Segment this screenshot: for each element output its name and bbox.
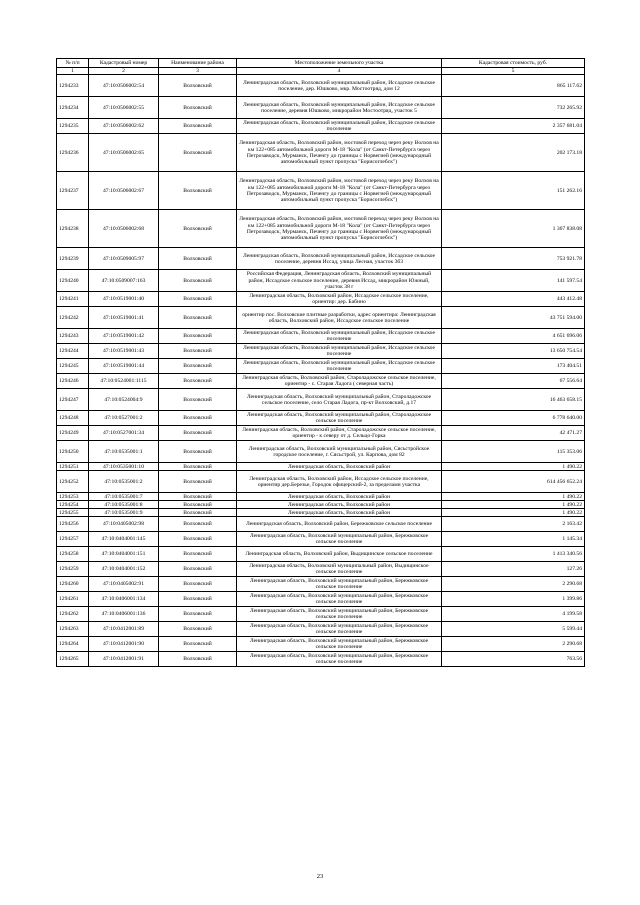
cadastral-number: 47:10:0506002:65 xyxy=(89,134,159,172)
table-row xyxy=(57,210,585,248)
cadastral-value: 753 921.78 xyxy=(442,248,585,270)
row-number: 1294265 xyxy=(57,652,89,667)
header-location: Местоположение земельного участка xyxy=(237,59,442,68)
cadastral-number: 47:10:0527001:34 xyxy=(89,426,159,441)
table-row xyxy=(57,270,585,292)
row-number: 1294247 xyxy=(57,389,89,411)
row-number: 1294248 xyxy=(57,411,89,426)
cadastral-value: 13 650 754.54 xyxy=(442,344,585,359)
location: Ленинградская область, Волховский район xyxy=(237,501,442,509)
district-name: Волховский xyxy=(159,532,237,547)
location: Ленинградская область, Волховский район, Иссадское сельское поселение, ориентир дер.Березье, Городок офицерский-2, за пределами участка xyxy=(237,471,442,493)
row-number: 1294259 xyxy=(57,562,89,577)
cadastral-value: 1 399.86 xyxy=(442,592,585,607)
district-name: Волховский xyxy=(159,411,237,426)
cadastral-value: 614 456 652.24 xyxy=(442,471,585,493)
row-number: 1294249 xyxy=(57,426,89,441)
col-number: 2 xyxy=(89,68,159,75)
row-number: 1294240 xyxy=(57,270,89,292)
cadastral-number: 47:10:0405002:98 xyxy=(89,517,159,532)
cadastral-number: 47:10:0519001:40 xyxy=(89,292,159,307)
row-number: 1294245 xyxy=(57,359,89,374)
district-name: Волховский xyxy=(159,389,237,411)
location: Ленинградская область, Волховский муниципальный район, Сясьстройское городское поселение, г. Сясьстрой, ул. Карпова, дом 82 xyxy=(237,441,442,463)
table-row xyxy=(57,411,585,426)
district-name: Волховский xyxy=(159,119,237,134)
row-number: 1294235 xyxy=(57,119,89,134)
district-name: Волховский xyxy=(159,501,237,509)
table-row xyxy=(57,441,585,463)
page-number: 23 xyxy=(316,873,324,880)
cadastral-value: 865 117.62 xyxy=(442,75,585,97)
table-row xyxy=(57,509,585,517)
row-number: 1294256 xyxy=(57,517,89,532)
district-name: Волховский xyxy=(159,75,237,97)
cadastral-value: 151 262.16 xyxy=(442,172,585,210)
row-number: 1294236 xyxy=(57,134,89,172)
table-row xyxy=(57,292,585,307)
col-number: 3 xyxy=(159,68,237,75)
table-row xyxy=(57,577,585,592)
location: Ленинградская область, Волховский район, Староладожское сельское поселение, ориентир - с. Старая Ладога ( северная часть) xyxy=(237,374,442,389)
location: Ленинградская область, Волховский муниципальный район, Бережковское сельское поселение xyxy=(237,577,442,592)
cadastral-value: 1 145.34 xyxy=(442,532,585,547)
cadastral-number: 47:10:0412001:89 xyxy=(89,622,159,637)
row-number: 1294255 xyxy=(57,509,89,517)
cadastral-value: 67 556.64 xyxy=(442,374,585,389)
cadastral-number: 47:10:0519001:41 xyxy=(89,307,159,329)
district-name: Волховский xyxy=(159,359,237,374)
table-row xyxy=(57,547,585,562)
row-number: 1294254 xyxy=(57,501,89,509)
table-row xyxy=(57,359,585,374)
table-row xyxy=(57,562,585,577)
row-number: 1294258 xyxy=(57,547,89,562)
row-number: 1294262 xyxy=(57,607,89,622)
cadastral-number: 47:10:0535001:2 xyxy=(89,471,159,493)
cadastral-number: 47:10:0535001:7 xyxy=(89,493,159,501)
table-row xyxy=(57,607,585,622)
cadastral-number: 47:10:0404001:145 xyxy=(89,532,159,547)
district-name: Волховский xyxy=(159,493,237,501)
district-name: Волховский xyxy=(159,637,237,652)
district-name: Волховский xyxy=(159,463,237,471)
cadastral-number: 47:10:0506002:67 xyxy=(89,172,159,210)
cadastral-value: 173 404.51 xyxy=(442,359,585,374)
district-name: Волховский xyxy=(159,471,237,493)
cadastral-value: 6 778 640.00 xyxy=(442,411,585,426)
cadastral-value: 1 490.22 xyxy=(442,463,585,471)
cadastral-table xyxy=(56,58,585,667)
cadastral-number: 47:10:0412001:90 xyxy=(89,637,159,652)
cadastral-value: 43 751 594.00 xyxy=(442,307,585,329)
table-row xyxy=(57,75,585,97)
row-number: 1294233 xyxy=(57,75,89,97)
cadastral-number: 47:10:0519001:44 xyxy=(89,359,159,374)
location: Ленинградская область, Волховский муниципальный район, Бережковское сельское поселение xyxy=(237,622,442,637)
cadastral-value: 42 471.27 xyxy=(442,426,585,441)
table-row xyxy=(57,493,585,501)
cadastral-value: 4 199.58 xyxy=(442,607,585,622)
district-name: Волховский xyxy=(159,517,237,532)
row-number: 1294244 xyxy=(57,344,89,359)
district-name: Волховский xyxy=(159,270,237,292)
cadastral-value: 2 290.68 xyxy=(442,637,585,652)
cadastral-value: 2 290.68 xyxy=(442,577,585,592)
cadastral-value: 1 490.22 xyxy=(442,493,585,501)
cadastral-value: 202 173.18 xyxy=(442,134,585,172)
table-body xyxy=(57,75,585,667)
district-name: Волховский xyxy=(159,307,237,329)
header-row xyxy=(57,59,585,68)
cadastral-number: 47:10:0412001:91 xyxy=(89,652,159,667)
location: Ленинградская область, Волховский район, Бережковское сельское поселение xyxy=(237,517,442,532)
location: ориентир пос. Волховские плитные разработки, адрес ориентира: Ленинградская область, Волховский район, Иссадское сельское поселение xyxy=(237,307,442,329)
col-number: 4 xyxy=(237,68,442,75)
header-cadastral-number: Кадастровый номер xyxy=(89,59,159,68)
row-number: 1294234 xyxy=(57,97,89,119)
cadastral-number: 47:10:0506002:62 xyxy=(89,119,159,134)
cadastral-number: 47:10:0506002:55 xyxy=(89,97,159,119)
cadastral-value: 4 651 696.06 xyxy=(442,329,585,344)
location: Ленинградская область, Волховский район, Староладожское сельское поселение, ориентир - к северу от д. Сельцо-Горка xyxy=(237,426,442,441)
row-number: 1294257 xyxy=(57,532,89,547)
district-name: Волховский xyxy=(159,374,237,389)
row-number: 1294239 xyxy=(57,248,89,270)
cadastral-value: 1 413 340.56 xyxy=(442,547,585,562)
cadastral-value: 443 412.48 xyxy=(442,292,585,307)
cadastral-number: 47:10:0524004:9 xyxy=(89,389,159,411)
table-row xyxy=(57,389,585,411)
cadastral-number: 47:10:0509005:97 xyxy=(89,248,159,270)
location: Ленинградская область, Волховский муниципальный район, Выдищинское сельское поселение xyxy=(237,562,442,577)
cadastral-value: 732 265.92 xyxy=(442,97,585,119)
cadastral-number: 47:10:0506002:68 xyxy=(89,210,159,248)
location: Ленинградская область, Волховский муниципальный район, Иссадское сельское поселение xyxy=(237,359,442,374)
table-row xyxy=(57,637,585,652)
cadastral-number: 47:10:0527001:2 xyxy=(89,411,159,426)
row-number: 1294252 xyxy=(57,471,89,493)
location: Российская Федерация, Ленинградская область, Волховский муниципальный район, Иссадское сельское поселение, деревня Иссад, микрорайон Южный, участок 38 г xyxy=(237,270,442,292)
row-number: 1294242 xyxy=(57,307,89,329)
location: Ленинградская область, Волховский муниципальный район, Бережковское сельское поселение xyxy=(237,607,442,622)
cadastral-number: 47:10:0535001:8 xyxy=(89,501,159,509)
header-district: Наименование района xyxy=(159,59,237,68)
row-number: 1294261 xyxy=(57,592,89,607)
cadastral-number: 47:10:0506002:54 xyxy=(89,75,159,97)
row-number: 1294250 xyxy=(57,441,89,463)
location: Ленинградская область, Волховский район xyxy=(237,509,442,517)
document-page xyxy=(56,58,584,667)
location: Ленинградская область, Волховский муниципальный район, Иссадское сельское поселение xyxy=(237,119,442,134)
row-number: 1294241 xyxy=(57,292,89,307)
cadastral-value: 141 597.54 xyxy=(442,270,585,292)
district-name: Волховский xyxy=(159,426,237,441)
column-number-row xyxy=(57,68,585,75)
location: Ленинградская область, Волховский муниципальный район, Бережковское сельское поселение xyxy=(237,637,442,652)
cadastral-value: 1 490.22 xyxy=(442,501,585,509)
location: Ленинградская область, Волховский район, Иссадское сельское поселение, ориентир: дер. Бабино xyxy=(237,292,442,307)
table-row xyxy=(57,592,585,607)
cadastral-number: 47:10:0404001:152 xyxy=(89,562,159,577)
table-row xyxy=(57,307,585,329)
cadastral-value: 1 367 838.08 xyxy=(442,210,585,248)
district-name: Волховский xyxy=(159,622,237,637)
table-row xyxy=(57,134,585,172)
location: Ленинградская область, Волховский район, мостовой переход через реку Волхов на км 122+085 автомобильной дороги М-18 "Кола" (от Санкт-Петербурга через Петрозаводск, Мурманск, Печенгу до границы с Норвегией (международный автомобильный пункт пропуска "Борисоглебск") xyxy=(237,134,442,172)
cadastral-value: 115 353.06 xyxy=(442,441,585,463)
cadastral-number: 47:10:0519001:42 xyxy=(89,329,159,344)
table-row xyxy=(57,119,585,134)
cadastral-number: 47:10:0406001:136 xyxy=(89,607,159,622)
location: Ленинградская область, Волховский муниципальный район, Иссадское сельское поселение xyxy=(237,329,442,344)
location: Ленинградская область, Волховский муниципальный район, Бережковское сельское поселение xyxy=(237,652,442,667)
cadastral-value: 16 463 658.15 xyxy=(442,389,585,411)
table-row xyxy=(57,501,585,509)
district-name: Волховский xyxy=(159,344,237,359)
district-name: Волховский xyxy=(159,562,237,577)
row-number: 1294260 xyxy=(57,577,89,592)
district-name: Волховский xyxy=(159,652,237,667)
location: Ленинградская область, Волховский муниципальный район, Иссадское сельское поселение, деревня Юшково, микрорайон Мостоотряд, участок 5 xyxy=(237,97,442,119)
cadastral-number: 47:10:0406001:134 xyxy=(89,592,159,607)
cadastral-number: 47:10:0405002:91 xyxy=(89,577,159,592)
location: Ленинградская область, Волховский муниципальный район, Иссадское сельское поселение xyxy=(237,344,442,359)
district-name: Волховский xyxy=(159,547,237,562)
location: Ленинградская область, Волховский район, Выдищинское сельское поселение xyxy=(237,547,442,562)
table-row xyxy=(57,172,585,210)
location: Ленинградская область, Волховский район xyxy=(237,463,442,471)
cadastral-number: 47:10:0509007:163 xyxy=(89,270,159,292)
cadastral-value: 1 490.22 xyxy=(442,509,585,517)
cadastral-number: 47:10:0404001:151 xyxy=(89,547,159,562)
row-number: 1294238 xyxy=(57,210,89,248)
cadastral-value: 763.56 xyxy=(442,652,585,667)
location: Ленинградская область, Волховский муниципальный район, Иссадское сельское поселение, дер. Юшково, мкр. Мостоотряд, дом 12 xyxy=(237,75,442,97)
table-row xyxy=(57,374,585,389)
row-number: 1294237 xyxy=(57,172,89,210)
row-number: 1294264 xyxy=(57,637,89,652)
table-row xyxy=(57,517,585,532)
table-row xyxy=(57,652,585,667)
table-row xyxy=(57,97,585,119)
cadastral-number: 47:10:0519001:43 xyxy=(89,344,159,359)
location: Ленинградская область, Волховский муниципальный район, Староладожское сельское поселение xyxy=(237,411,442,426)
district-name: Волховский xyxy=(159,329,237,344)
cadastral-value: 5 599.44 xyxy=(442,622,585,637)
district-name: Волховский xyxy=(159,172,237,210)
table-row xyxy=(57,426,585,441)
table-row xyxy=(57,463,585,471)
location: Ленинградская область, Волховский район, мостовой переход через реку Волхов на км 122+085 автомобильной дороги М-18 "Кола" (от Санкт-Петербурга через Петрозаводск, Мурманск, Печенгу до границы с Норвегией (международный автомобильный пункт пропуска "Борисоглебск") xyxy=(237,172,442,210)
location: Ленинградская область, Волховский район, мостовой переход через реку Волхов на км 122+085 автомобильной дороги М-18 "Кола" (от Санкт-Петербурга через Петрозаводск, Мурманск, Печенгу до границы с Норвегией (международный автомобильный пункт пропуска "Борисоглебск") xyxy=(237,210,442,248)
row-number: 1294253 xyxy=(57,493,89,501)
col-number: 1 xyxy=(57,68,89,75)
district-name: Волховский xyxy=(159,248,237,270)
cadastral-number: 47:10:0535001:10 xyxy=(89,463,159,471)
header-value: Кадастровая стоимость, руб. xyxy=(442,59,585,68)
location: Ленинградская область, Волховский район xyxy=(237,493,442,501)
header-no: № п/п xyxy=(57,59,89,68)
table-row xyxy=(57,344,585,359)
table-row xyxy=(57,471,585,493)
location: Ленинградская область, Волховский муниципальный район, Староладожское сельское поселение, село Старая Ладога, пр-кт Волховский, д.17 xyxy=(237,389,442,411)
cadastral-number: 47:10:0535001:1 xyxy=(89,441,159,463)
table-row xyxy=(57,532,585,547)
district-name: Волховский xyxy=(159,97,237,119)
table-row xyxy=(57,248,585,270)
district-name: Волховский xyxy=(159,509,237,517)
row-number: 1294263 xyxy=(57,622,89,637)
cadastral-value: 2 163.42 xyxy=(442,517,585,532)
table-row xyxy=(57,329,585,344)
district-name: Волховский xyxy=(159,441,237,463)
cadastral-number: 47:10:0524001:1115 xyxy=(89,374,159,389)
district-name: Волховский xyxy=(159,292,237,307)
district-name: Волховский xyxy=(159,607,237,622)
cadastral-value: 127.26 xyxy=(442,562,585,577)
cadastral-value: 2 357 681.04 xyxy=(442,119,585,134)
table-row xyxy=(57,622,585,637)
row-number: 1294246 xyxy=(57,374,89,389)
district-name: Волховский xyxy=(159,577,237,592)
location: Ленинградская область, Волховский муниципальный район, Бережковское сельское поселение xyxy=(237,592,442,607)
row-number: 1294251 xyxy=(57,463,89,471)
col-number: 5 xyxy=(442,68,585,75)
location: Ленинградская область, Волховский муниципальный район, Иссадское сельское поселение, деревня Иссад, улица Лесная, участок 3б3 xyxy=(237,248,442,270)
cadastral-number: 47:10:0535001:9 xyxy=(89,509,159,517)
row-number: 1294243 xyxy=(57,329,89,344)
district-name: Волховский xyxy=(159,210,237,248)
district-name: Волховский xyxy=(159,134,237,172)
location: Ленинградская область, Волховский муниципальный район, Бережковское сельское поселение xyxy=(237,532,442,547)
district-name: Волховский xyxy=(159,592,237,607)
